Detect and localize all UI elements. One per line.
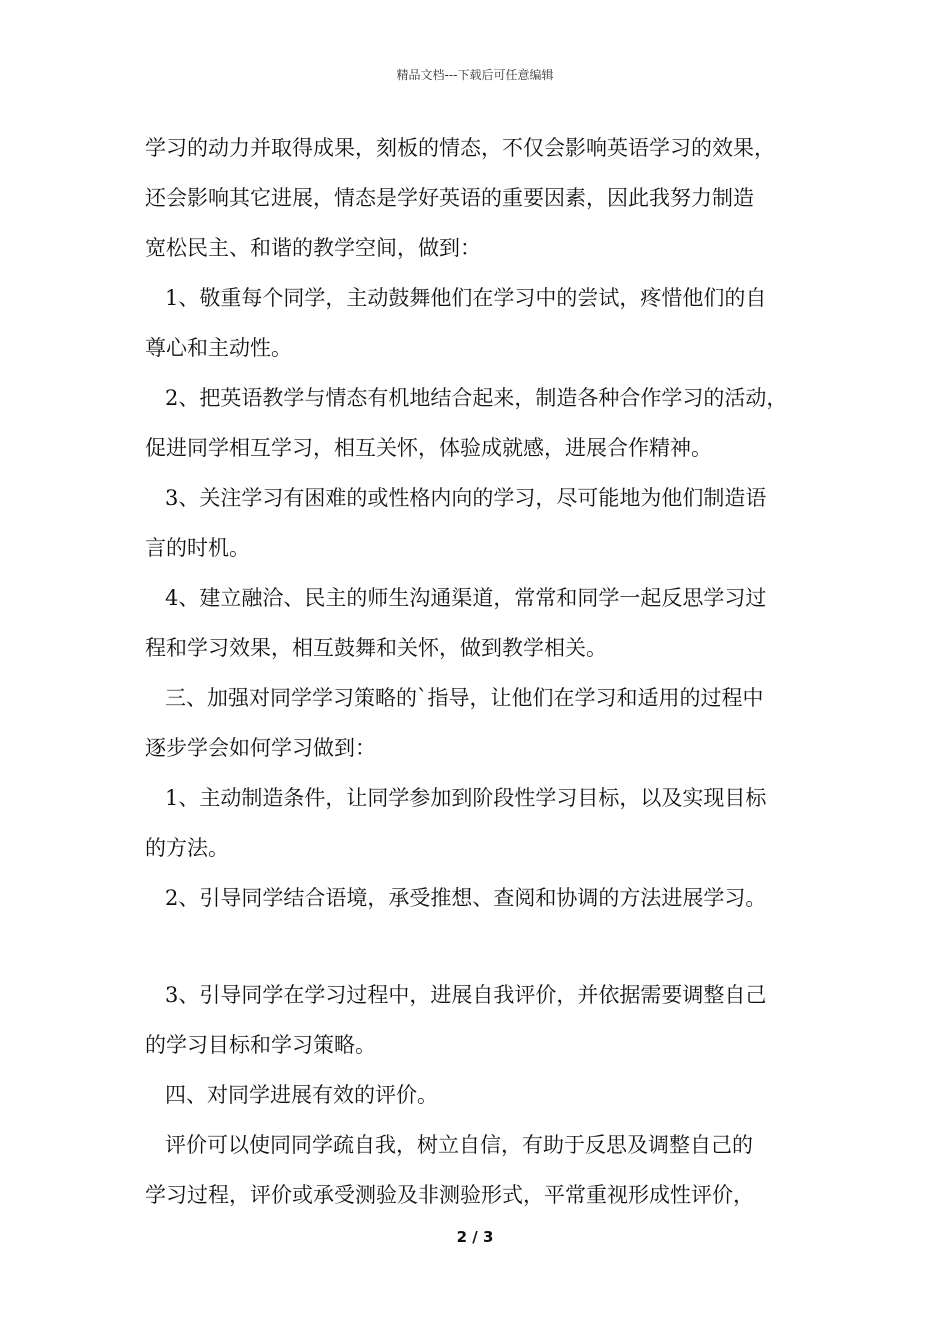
- body-line: 学习过程，评价或承受测验及非测验形式，平常重视形成性评价，: [145, 1183, 754, 1207]
- body-line: 评价可以使同同学疏自我，树立自信，有助于反思及调整自己的: [165, 1133, 753, 1157]
- section-heading-line: 三、加强对同学学习策略的`指导，让他们在学习和适用的过程中: [165, 686, 764, 710]
- list-item-line: 4、建立融洽、民主的师生沟通渠道，常常和同学一起反思学习过: [165, 586, 767, 610]
- list-item-line: 的学习目标和学习策略。: [145, 1033, 376, 1057]
- body-line: 还会影响其它进展，情态是学好英语的重要因素，因此我努力制造: [145, 186, 754, 210]
- document-body: [145, 126, 815, 1223]
- list-item-line: 尊心和主动性。: [145, 336, 292, 360]
- list-item-line: 2、把英语教学与情态有机地结合起来，制造各种合作学习的活动，: [165, 386, 788, 410]
- page-header: 精品文档---下载后可任意编辑: [396, 68, 554, 82]
- body-line: 宽松民主、和谐的教学空间，做到：: [145, 236, 481, 260]
- list-item-line: 3、关注学习有困难的或性格内向的学习，尽可能地为他们制造语: [165, 486, 767, 510]
- section-heading-line: 逐步学会如何学习做到：: [145, 736, 376, 760]
- body-line: 学习的动力并取得成果，刻板的情态，不仅会影响英语学习的效果，: [145, 136, 775, 160]
- list-item-line: 促进同学相互学习，相互关怀，体验成就感，进展合作精神。: [145, 436, 712, 460]
- list-item-line: 言的时机。: [145, 536, 250, 560]
- list-item-line: 的方法。: [145, 836, 229, 860]
- page-number: 2 / 3: [456, 1228, 494, 1246]
- section-heading-line: 四、对同学进展有效的评价。: [165, 1083, 438, 1107]
- list-item-line: 3、引导同学在学习过程中，进展自我评价，并依据需要调整自己: [165, 983, 767, 1007]
- list-item-line: 1、敬重每个同学，主动鼓舞他们在学习中的尝试，疼惜他们的自: [165, 286, 767, 310]
- list-item-line: 程和学习效果，相互鼓舞和关怀，做到教学相关。: [145, 636, 607, 660]
- paragraph-gap: [145, 926, 815, 973]
- list-item-line: 2、引导同学结合语境，承受推想、查阅和协调的方法进展学习。: [165, 886, 767, 910]
- list-item-line: 1、主动制造条件，让同学参加到阶段性学习目标，以及实现目标: [165, 786, 767, 810]
